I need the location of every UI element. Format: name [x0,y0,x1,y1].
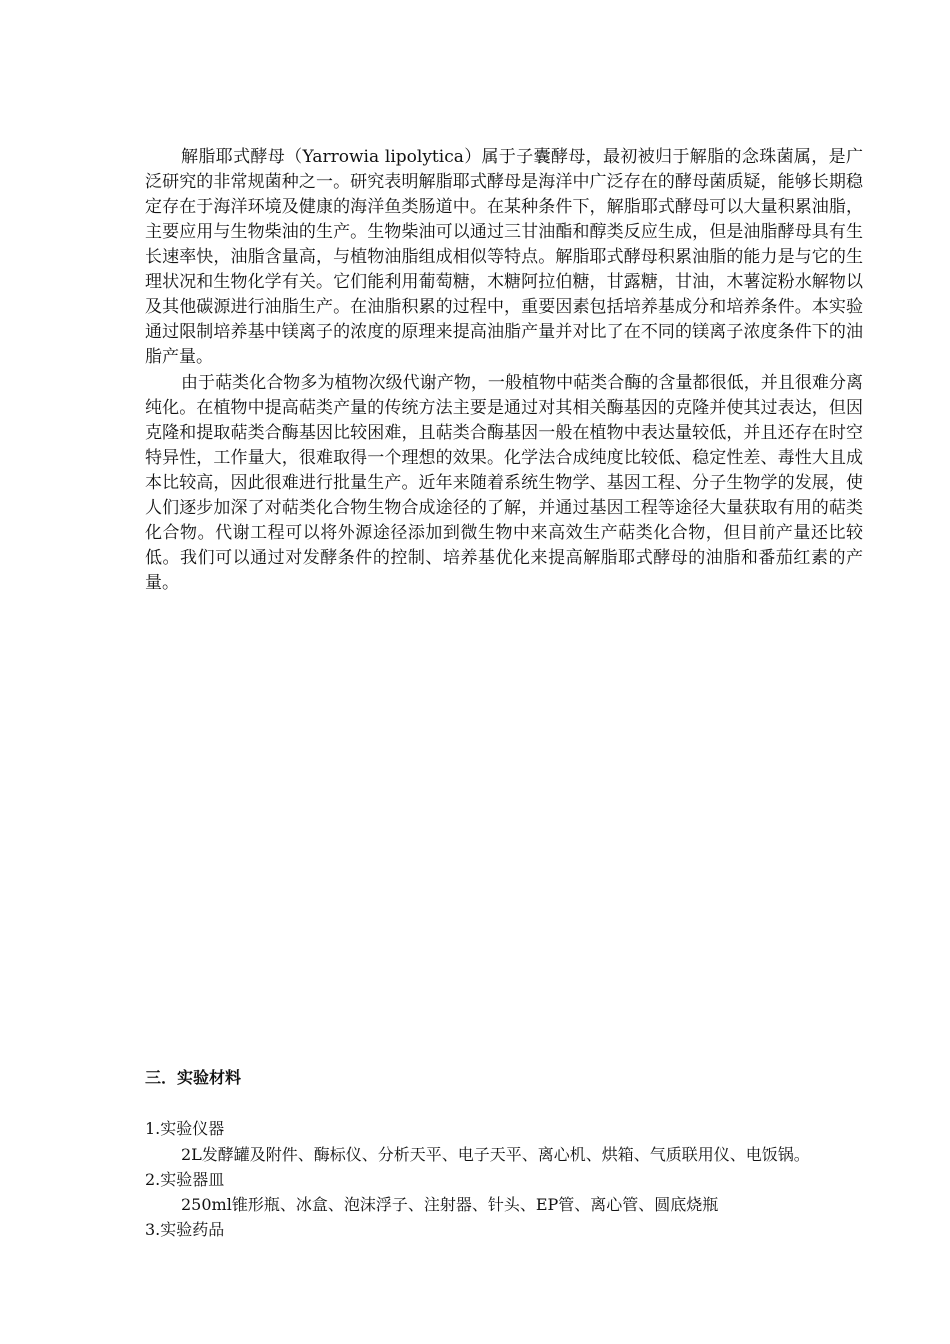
intro-paragraph-terpenoids: 由于萜类化合物多为植物次级代谢产物，一般植物中萜类合酶的含量都很低，并且很难分离纯化。在植物中提高萜类产量的传统方法主要是通过对其相关酶基因的克隆并使其过表达，但因克隆和提取萜类合酶基因比较困难，且萜类合酶基因一般在植物中表达量较低，并且还存在时空特异性，工作量大，很难取得一个理想的效果。化学法合成纯度比较低、稳定性差、毒性大且成本比较高，因此很难进行批量生产。近年来随着系统生物学、基因工程、分子生物学的发展，使人们逐步加深了对萜类化合物生物合成途径的了解，并通过基因工程等途径大量获取有用的萜类化合物。代谢工程可以将外源途径添加到微生物中来高效生产萜类化合物，但目前产量还比较低。我们可以通过对发酵条件的控制、培养基优化来提高解脂耶式酵母的油脂和番茄红素的产量。 [145,373,863,593]
materials-item-vessels-content: 250ml锥形瓶、冰盒、泡沫浮子、注射器、针头、EP管、离心管、圆底烧瓶 [181,1195,719,1214]
intro-paragraph-yarrowia: 解脂耶式酵母（Yarrowia lipolytica）属于子囊酵母，最初被归于解脂的念珠菌属，是广泛研究的非常规菌种之一。研究表明解脂耶式酵母是海洋中广泛存在的酵母菌质疑，能够长期稳定存在于海洋环境及健康的海洋鱼类肠道中。在某种条件下，解脂耶式酵母可以大量积累油脂，主要应用与生物柴油的生产。生物柴油可以通过三甘油酯和醇类反应生成，但是油脂酵母具有生长速率快，油脂含量高，与植物油脂组成相似等特点。解脂耶式酵母积累油脂的能力是与它的生理状况和生物化学有关。它们能利用葡萄糖，木糖阿拉伯糖，甘露糖，甘油，木薯淀粉水解物以及其他碳源进行油脂生产。在油脂积累的过程中，重要因素包括培养基成分和培养条件。本实验通过限制培养基中镁离子的浓度的原理来提高油脂产量并对比了在不同的镁离子浓度条件下的油脂产量。 [145,147,863,367]
materials-item-instruments-content: 2L发酵罐及附件、酶标仪、分析天平、电子天平、离心机、烘箱、气质联用仪、电饭锅。 [181,1145,810,1164]
section-heading-materials: 三．实验材料 [145,1068,242,1087]
materials-item-reagents-title: 3.实验药品 [145,1220,225,1239]
materials-item-vessels-title: 2.实验器皿 [145,1170,225,1189]
materials-item-instruments-title: 1.实验仪器 [145,1119,225,1138]
